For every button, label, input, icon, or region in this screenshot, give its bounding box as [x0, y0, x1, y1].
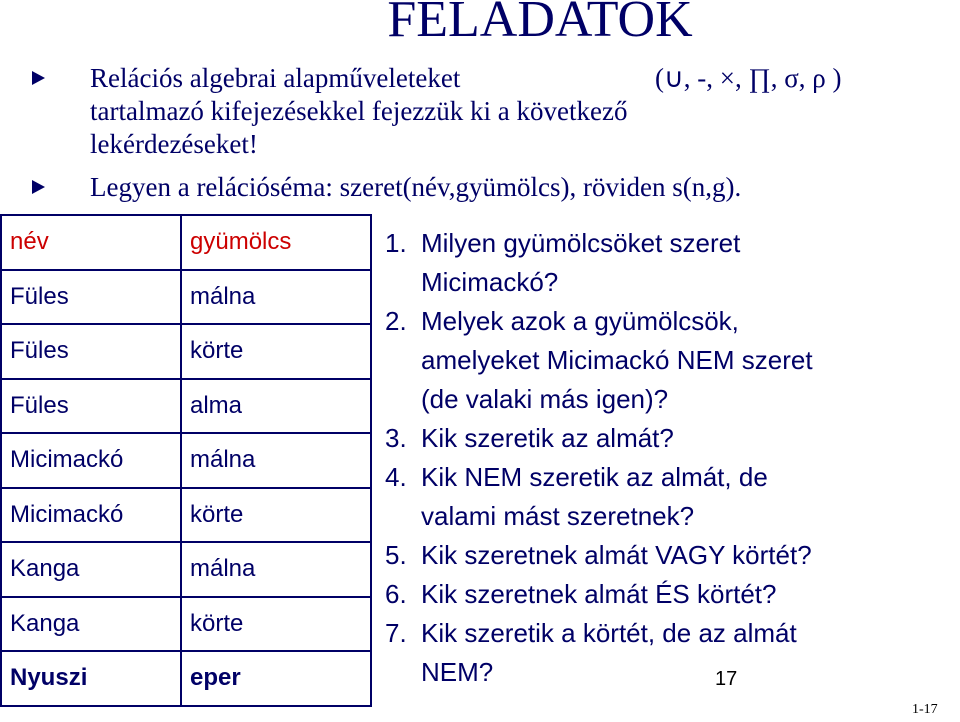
table-row [1, 597, 371, 652]
table-row [1, 379, 371, 434]
question-line: NEM? [421, 657, 494, 687]
question-item [385, 575, 960, 614]
question-line: Melyek azok a gyümölcsök, [421, 306, 739, 336]
question-line: (de valaki más igen)? [421, 384, 669, 414]
table-row [1, 542, 371, 597]
bullet-marker-icon [32, 71, 45, 85]
table-cell: Kanga [1, 542, 181, 597]
column-header-gyumolcs: gyümölcs [181, 215, 371, 270]
relation-table [0, 214, 372, 707]
bullet-item [28, 171, 938, 204]
operator-list: (∪, -, ×, ∏, σ, ρ ) [655, 63, 842, 93]
question-item [385, 419, 960, 458]
table-cell: alma [181, 379, 371, 434]
question-number: 3. [385, 423, 407, 453]
question-number: 1. [385, 228, 407, 258]
table-cell: körte [181, 597, 371, 652]
question-line: valami mást szeretnek? [421, 501, 695, 531]
column-header-nev: név [1, 215, 181, 270]
slide-number: 17 [715, 668, 738, 690]
bullet-line: lekérdezéseket! [90, 129, 258, 159]
table-header-row [1, 215, 371, 270]
question-number: 7. [385, 618, 407, 648]
question-line: Kik szeretnek almát ÉS körtét? [421, 579, 777, 609]
table-cell: körte [181, 488, 371, 543]
table-row [1, 488, 371, 543]
bullet-item [28, 62, 938, 161]
question-line: Kik szeretnek almát VAGY körtét? [421, 540, 812, 570]
table-cell: Kanga [1, 597, 181, 652]
table-cell: Micimackó [1, 488, 181, 543]
bullet-line: Relációs algebrai alapműveleteket [90, 63, 461, 93]
question-item [385, 458, 960, 536]
question-line: Kik NEM szeretik az almát, de [421, 462, 768, 492]
question-item [385, 614, 960, 692]
table-row [1, 270, 371, 325]
table-row [1, 324, 371, 379]
question-line: Kik szeretik az almát? [421, 423, 674, 453]
question-number: 2. [385, 306, 407, 336]
page-number: 1-17 [912, 702, 938, 717]
table-cell: málna [181, 433, 371, 488]
table-cell: Nyuszi [1, 651, 181, 706]
table-cell: Füles [1, 379, 181, 434]
question-line: Kik szeretik a körtét, de az almát [421, 618, 797, 648]
question-number: 6. [385, 579, 407, 609]
question-item [385, 536, 960, 575]
slide-title: FELADATOK [387, 0, 693, 48]
table-cell: málna [181, 542, 371, 597]
question-number: 5. [385, 540, 407, 570]
table-row [1, 651, 371, 706]
bullet-list [28, 62, 938, 204]
question-item [385, 224, 960, 302]
table-cell: Füles [1, 270, 181, 325]
question-item [385, 302, 960, 419]
table-cell: Füles [1, 324, 181, 379]
question-number: 4. [385, 462, 407, 492]
question-line: Micimackó? [421, 267, 559, 297]
question-line: amelyeket Micimackó NEM szeret [421, 345, 813, 375]
question-list [385, 224, 960, 692]
bullet-line: Legyen a relációséma: szeret(név,gyümölcs), röviden s(n,g). [90, 172, 742, 202]
bullet-marker-icon [32, 180, 45, 194]
table-cell: körte [181, 324, 371, 379]
bullet-line: tartalmazó kifejezésekkel fejezzük ki a következő [90, 96, 628, 126]
question-line: Milyen gyümölcsöket szeret [421, 228, 741, 258]
table-cell: málna [181, 270, 371, 325]
table-cell: Micimackó [1, 433, 181, 488]
table-row [1, 433, 371, 488]
table-cell: eper [181, 651, 371, 706]
